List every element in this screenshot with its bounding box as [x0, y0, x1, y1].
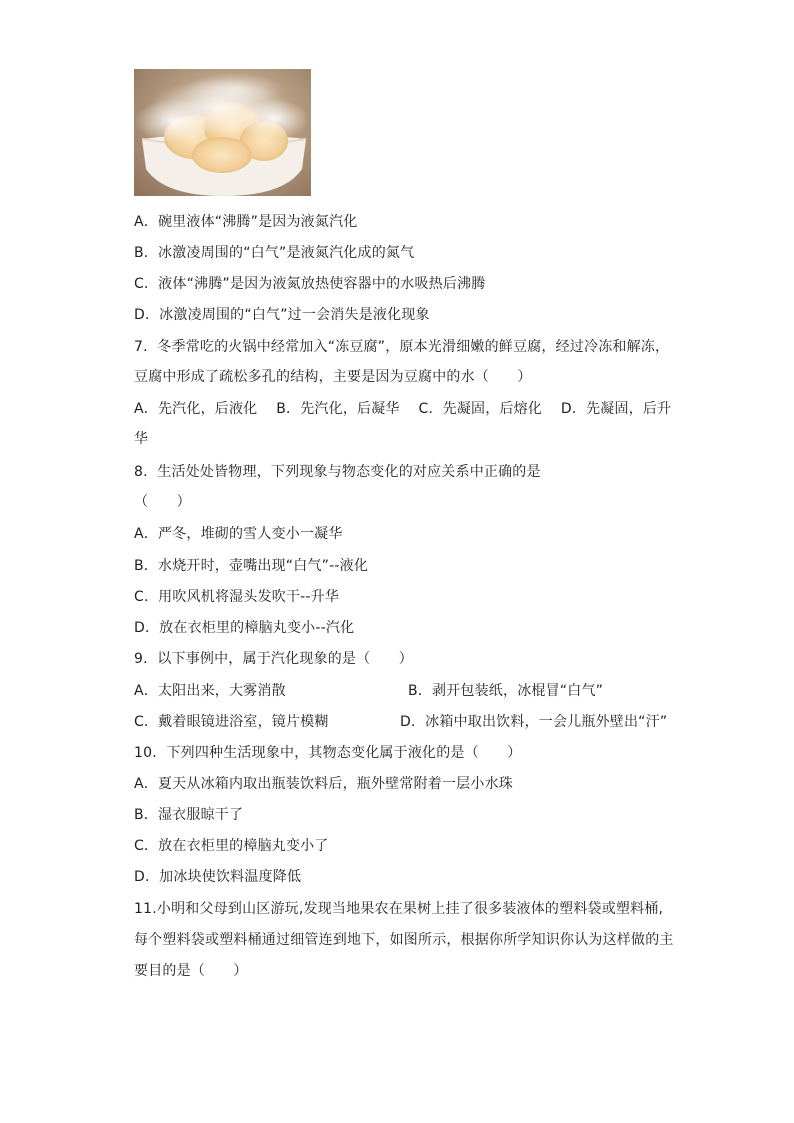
q10-option-a: A．夏天从冰箱内取出瓶装饮料后，瓶外壁常附着一层小水珠: [134, 776, 513, 792]
q9-option-d: D．冰箱中取出饮料，一会儿瓶外壁出“汗”: [400, 714, 668, 730]
q6-option-a: A．碗里液体“沸腾”是因为液氮汽化: [134, 214, 358, 230]
q10-option-b: B．湿衣服晾干了: [134, 807, 244, 823]
q10-option-c: C．放在衣柜里的樟脑丸变小了: [134, 838, 329, 854]
q9-option-c: C．戴着眼镜进浴室，镜片模糊: [134, 714, 329, 730]
q7-stem-line-1: 7．冬季常吃的火锅中经常加入“冻豆腐”，原本光滑细嫩的鲜豆腐，经过冷冻和解冻，: [134, 339, 670, 355]
q9-option-a: A．太阳出来，大雾消散: [134, 683, 286, 699]
q8-option-b: B．水烧开时，壶嘴出现“白气”--液化: [134, 558, 369, 574]
q10-stem: 10．下列四种生活现象中，其物态变化属于液化的是（ ）: [134, 745, 522, 761]
q8-option-d: D．放在衣柜里的樟脑丸变小--汽化: [134, 620, 355, 636]
q8-stem-line-1: 8．生活处处皆物理，下列现象与物态变化的对应关系中正确的是: [134, 464, 541, 480]
q9-option-b: B．剥开包装纸，冰棍冒“白气”: [408, 683, 604, 699]
q6-option-c: C．液体“沸腾”是因为液氮放热使容器中的水吸热后沸腾: [134, 276, 486, 292]
q11-stem-line-3: 要目的是（ ）: [134, 963, 248, 979]
q10-option-d: D．加冰块使饮料温度降低: [134, 869, 302, 885]
q8-stem-line-2: （ ）: [134, 494, 191, 510]
q7-stem-line-2: 豆腐中形成了疏松多孔的结构，主要是因为豆腐中的水（ ）: [134, 369, 532, 385]
q7-options-line-2: 华: [134, 431, 149, 447]
q8-option-a: A．严冬，堆砌的雪人变小一凝华: [134, 526, 343, 542]
q7-options-line-1: A．先汽化，后液化 B．先汽化，后凝华 C．先凝固，后熔化 D．先凝固，后升: [134, 401, 672, 417]
q11-stem-line-1: 11.小明和父母到山区游玩,发现当地果农在果树上挂了很多装液体的塑料袋或塑料桶,: [134, 901, 664, 917]
q11-stem-line-2: 每个塑料袋或塑料桶通过细管连到地下，如图所示，根据你所学知识你认为这样做的主: [134, 932, 674, 948]
q9-stem: 9．以下事例中，属于汽化现象的是（ ）: [134, 651, 413, 667]
liquid-nitrogen-ice-cream-photo: [134, 69, 311, 196]
q6-option-d: D．冰激凌周围的“白气”过一会消失是液化现象: [134, 307, 430, 323]
q6-option-b: B．冰激凌周围的“白气”是液氮汽化成的氮气: [134, 245, 415, 261]
q8-option-c: C．用吹风机将湿头发吹干--升华: [134, 589, 340, 605]
